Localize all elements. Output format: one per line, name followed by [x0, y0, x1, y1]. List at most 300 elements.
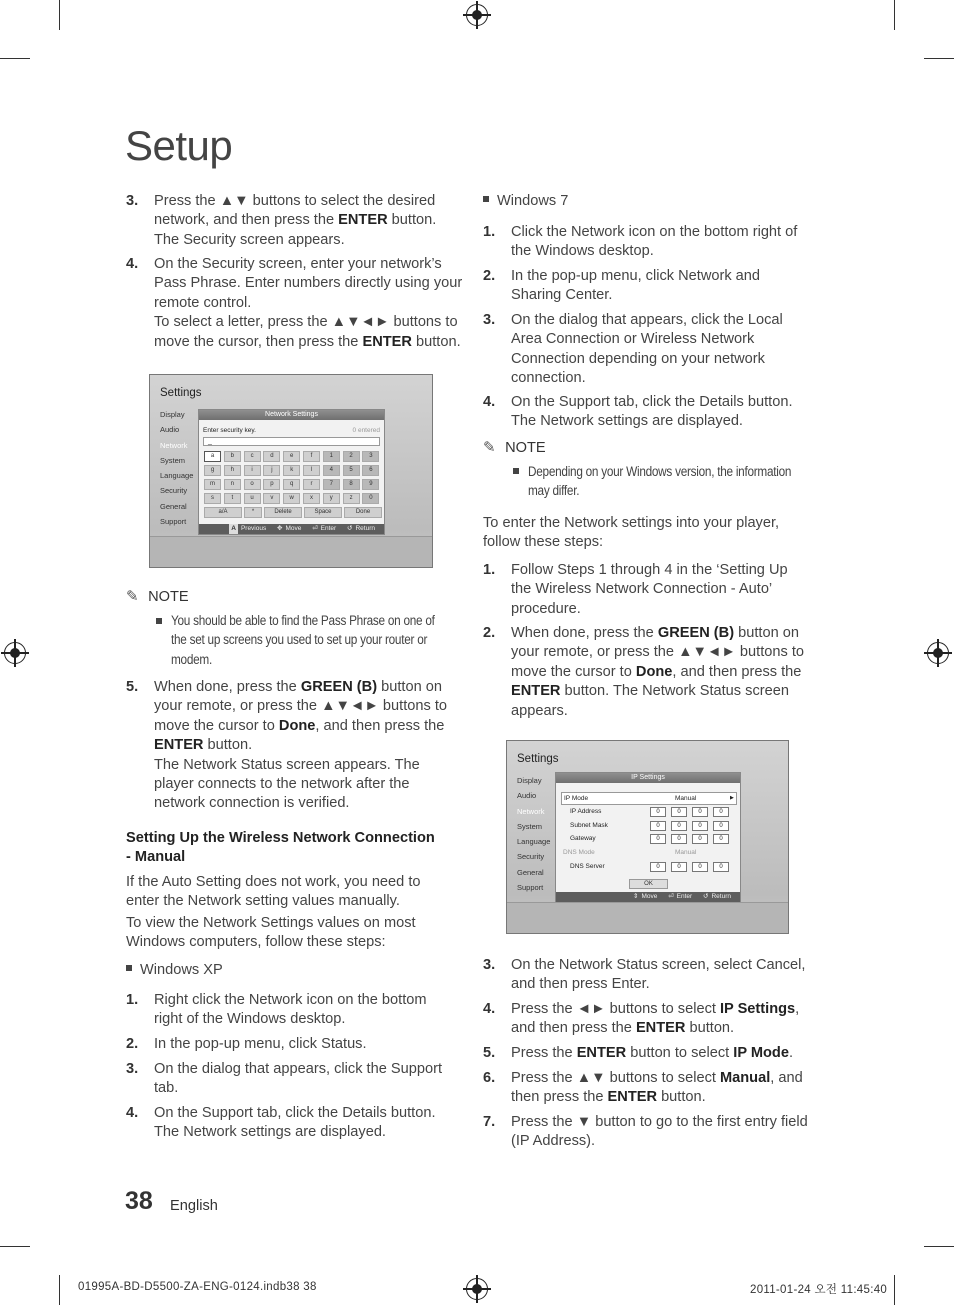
step-text — [511, 624, 804, 721]
enter-label: Enter — [676, 893, 693, 900]
security-key-screen — [149, 374, 433, 568]
move-label: Move — [285, 525, 302, 532]
move-icon: ✥ — [277, 525, 283, 532]
text-line — [511, 1132, 808, 1151]
text-line: To view the Network Settings values on most — [126, 915, 416, 931]
key-done-button[interactable]: Done — [344, 507, 382, 518]
menu-item-security[interactable]: Security — [517, 852, 545, 862]
text-line — [154, 697, 447, 716]
key-aa-button[interactable]: a/A — [204, 507, 242, 518]
dns-mode-label: DNS Mode — [563, 849, 595, 856]
page-title: Setup — [125, 122, 233, 169]
key-2[interactable]: 2 — [343, 451, 360, 462]
step-text — [511, 956, 805, 995]
dns-mode-value: Manual — [675, 849, 697, 856]
menu-item-display[interactable]: Display — [160, 410, 185, 419]
text-line — [511, 580, 788, 599]
move-hint — [277, 525, 301, 532]
ip-mode-label: IP Mode — [564, 795, 589, 802]
text-line — [511, 1000, 799, 1019]
text-run: On the Network Status screen, select Cancel, — [511, 957, 806, 973]
key-i[interactable]: i — [244, 465, 261, 476]
text-line: On the Support tab, click the Details button. — [154, 1105, 436, 1121]
key-c[interactable]: c — [244, 451, 261, 462]
key-v[interactable]: v — [263, 493, 280, 504]
crop-mark — [894, 0, 895, 30]
text-run: and then press Enter. — [511, 976, 650, 993]
key-7[interactable]: 7 — [323, 479, 340, 490]
enter-hint — [312, 525, 336, 532]
text-line: If the Auto Setting does not work, you need to — [126, 874, 421, 890]
octet-input[interactable]: 0 — [671, 807, 687, 817]
key-5[interactable]: 5 — [343, 465, 360, 476]
enter-hint — [668, 893, 692, 900]
menu-item-general[interactable]: General — [517, 867, 544, 877]
octet-input[interactable]: 0 — [692, 821, 708, 831]
menu-item-network[interactable]: Network — [517, 806, 545, 816]
bold-term: GREEN (B) — [300, 679, 378, 695]
key-6[interactable]: 6 — [362, 465, 379, 476]
menu-item-language[interactable]: Language — [160, 471, 194, 481]
text-line — [511, 1088, 803, 1107]
text-run: button. — [657, 1089, 706, 1106]
text-run: , and then press the — [672, 663, 802, 680]
ip-mode-row[interactable] — [561, 792, 737, 805]
step-number: 1. — [483, 562, 496, 578]
step-text — [154, 1035, 367, 1054]
security-key-input[interactable]: _ — [203, 437, 380, 446]
key-3[interactable]: 3 — [362, 451, 379, 462]
octet-input[interactable]: 0 — [650, 821, 666, 831]
text-line — [154, 192, 436, 211]
ok-button[interactable]: OK — [629, 879, 668, 889]
menu-item-audio[interactable]: Audio — [517, 791, 537, 801]
footer-timestamp: 2011-01-24 오전 11:45:40 — [750, 1284, 888, 1296]
text-run: , — [795, 1001, 800, 1017]
note-heading — [126, 587, 189, 605]
bold-term: IP Mode — [733, 1045, 789, 1061]
menu-item-language[interactable]: Language — [517, 837, 551, 847]
step-number: 4. — [483, 1001, 496, 1017]
settings-menu — [160, 410, 193, 532]
text-line: tab. — [154, 1080, 179, 1097]
text-line — [154, 255, 462, 274]
field-label: IP Address — [570, 808, 602, 815]
text-line: Click the Network icon on the bottom right of — [511, 224, 798, 240]
key-8[interactable]: 8 — [343, 479, 360, 490]
text-run: Press the ▲▼ buttons to select the desired — [154, 193, 436, 209]
step-text — [511, 393, 793, 432]
return-hint — [703, 893, 731, 900]
text-line — [511, 956, 805, 975]
text-run: Press the ◄► buttons to select — [511, 1001, 720, 1017]
paragraph — [126, 914, 416, 953]
menu-item-system[interactable]: System — [160, 455, 186, 465]
octet-input[interactable]: 0 — [650, 807, 666, 817]
octet-input[interactable]: 0 — [671, 834, 687, 844]
menu-item-security[interactable]: Security — [160, 486, 188, 496]
bold-term: GREEN (B) — [657, 625, 735, 641]
octet-input[interactable]: 0 — [713, 807, 729, 817]
return-label: Return — [711, 893, 731, 900]
text-run: the Wireless Network Connection - Auto’ — [511, 581, 773, 598]
key-d[interactable]: d — [263, 451, 280, 462]
text-run: To select a letter, press the ▲▼◄► buttons to — [154, 314, 458, 331]
note-label: NOTE — [148, 589, 189, 605]
step-number: 2. — [483, 268, 496, 284]
dialog-footer — [556, 892, 740, 902]
field-label: Subnet Mask — [570, 821, 608, 829]
text-line: Windows computers, follow these steps: — [126, 934, 386, 951]
paragraph — [483, 514, 779, 553]
previous-label: Previous — [240, 525, 267, 532]
key-l[interactable]: l — [303, 465, 320, 476]
step-number: 3. — [483, 957, 496, 973]
crop-mark — [924, 58, 954, 59]
octet-input[interactable]: 0 — [692, 834, 708, 844]
key-n[interactable]: n — [224, 479, 241, 490]
chevron-right-icon: ▶ — [730, 795, 734, 801]
octet-input[interactable]: 0 — [713, 834, 729, 844]
menu-item-support[interactable]: Support — [517, 883, 544, 893]
key-m[interactable]: m — [204, 479, 221, 490]
page-language: English — [170, 1198, 218, 1214]
step-text — [511, 1069, 803, 1108]
text-line — [511, 702, 804, 721]
page-number: 38 — [125, 1187, 153, 1215]
text-run: button. — [685, 1020, 735, 1037]
key-h[interactable]: h — [224, 465, 241, 476]
text-line — [154, 775, 447, 794]
dns-server-label: DNS Server — [570, 863, 605, 870]
octet-input[interactable]: 0 — [713, 862, 729, 872]
return-icon: ↺ — [347, 525, 353, 532]
step-text — [511, 311, 783, 389]
step-text — [511, 1044, 793, 1063]
text-run: then press the — [511, 1089, 608, 1106]
key-t[interactable]: t — [224, 493, 241, 504]
screen-bottom-bar — [150, 536, 432, 567]
text-line: In the pop-up menu, click Status. — [154, 1036, 367, 1052]
registration-mark-icon — [466, 1278, 488, 1300]
crop-mark — [0, 58, 30, 59]
octet-input[interactable]: 0 — [671, 821, 687, 831]
text-line — [154, 717, 447, 736]
step-text — [154, 678, 447, 814]
menu-item-general[interactable]: General — [160, 501, 187, 511]
key-w[interactable]: w — [283, 493, 300, 504]
key-e[interactable]: e — [283, 451, 300, 462]
dialog-footer — [199, 524, 384, 534]
section-heading-line: - Manual — [126, 849, 186, 866]
bullet-square-icon — [156, 618, 162, 624]
text-run: , and then press the — [315, 717, 445, 734]
key-j[interactable]: j — [263, 465, 280, 476]
screen-bottom-bar — [507, 902, 788, 933]
octet-input[interactable]: 0 — [650, 834, 666, 844]
octet-input[interactable]: 0 — [692, 807, 708, 817]
key-g[interactable]: g — [204, 465, 221, 476]
bullet-square-icon — [513, 468, 519, 474]
text-run: move the cursor to — [511, 663, 636, 680]
step-number: 1. — [483, 224, 496, 240]
text-line: In the pop-up menu, click Network and — [511, 268, 761, 284]
text-line: connection. — [511, 370, 586, 387]
bold-term: ENTER — [338, 212, 388, 229]
note-label: NOTE — [505, 440, 546, 456]
entered-counter: 0 entered — [352, 427, 380, 434]
key-x[interactable]: x — [303, 493, 320, 504]
step-text — [511, 1113, 808, 1152]
pencil-icon: ✎ — [483, 439, 496, 456]
step-number: 2. — [126, 1036, 139, 1052]
bold-term: Done — [278, 717, 316, 734]
text-line: enter the Network setting values manually. — [126, 893, 400, 910]
step-number: 5. — [126, 679, 139, 695]
text-line: may differ. — [528, 483, 580, 499]
octet-input[interactable]: 0 — [713, 821, 729, 831]
key-z[interactable]: z — [343, 493, 360, 504]
enter-icon: ⏎ — [312, 525, 318, 532]
bold-term: ENTER — [576, 1045, 627, 1061]
step-text — [154, 255, 462, 352]
text-line: Sharing Center. — [511, 287, 613, 304]
text-line — [511, 1019, 799, 1038]
move-hint — [633, 893, 657, 900]
text-run: button. — [203, 737, 253, 754]
text-run: button on — [377, 679, 442, 695]
text-line — [154, 274, 462, 293]
bullet-windows-7 — [483, 193, 568, 209]
crop-mark — [0, 1246, 30, 1247]
note-heading — [483, 438, 546, 456]
text-run: Pass Phrase. Enter numbers directly using your — [154, 275, 463, 292]
key-f[interactable]: f — [303, 451, 320, 462]
section-heading-line: Setting Up the Wireless Network Connection — [126, 830, 435, 846]
step-text — [511, 561, 788, 619]
security-key-prompt: Enter security key. — [203, 427, 256, 434]
bullet-label: Windows XP — [140, 962, 223, 978]
step-text — [154, 192, 436, 250]
text-run: The Network Status screen appears. The — [154, 756, 420, 773]
crop-mark — [59, 1275, 60, 1305]
text-line: the Windows desktop. — [511, 243, 654, 260]
text-line: The Network settings are displayed. — [511, 413, 743, 430]
key-b[interactable]: b — [224, 451, 241, 462]
menu-item-display[interactable]: Display — [517, 776, 542, 785]
text-line — [154, 294, 462, 313]
octet-input[interactable]: 0 — [671, 862, 687, 872]
crop-mark — [894, 1275, 895, 1305]
ip-settings-screen — [506, 740, 789, 934]
text-line — [511, 663, 804, 682]
previous-hint — [229, 525, 266, 532]
key-4[interactable]: 4 — [323, 465, 340, 476]
section-heading — [126, 829, 435, 868]
key-q[interactable]: q — [283, 479, 300, 490]
step-number: 2. — [483, 625, 496, 641]
menu-item-audio[interactable]: Audio — [160, 425, 180, 435]
note-text — [171, 611, 435, 669]
text-line: Right click the Network icon on the bottom — [154, 992, 427, 1008]
text-line — [154, 211, 436, 230]
text-run: button. — [411, 333, 461, 350]
menu-item-support[interactable]: Support — [160, 517, 187, 527]
enter-label: Enter — [320, 525, 337, 532]
text-line — [511, 682, 804, 701]
text-run: The Security screen appears. — [154, 231, 345, 248]
bold-term: IP Settings — [719, 1001, 796, 1017]
text-run: and then press the — [511, 1020, 636, 1037]
key-0[interactable]: 0 — [362, 493, 379, 504]
text-line — [511, 1069, 803, 1088]
registration-mark-icon — [4, 642, 26, 664]
step-number: 4. — [126, 256, 139, 272]
text-line: Connection depending on your network — [511, 350, 765, 367]
menu-item-network[interactable]: Network — [160, 440, 188, 450]
step-number: 3. — [126, 193, 139, 209]
bullet-square-icon — [126, 965, 132, 971]
step-text — [154, 1104, 436, 1143]
footer-file-info: 01995A-BD-D5500-ZA-ENG-0124.indb38 38 — [78, 1281, 317, 1293]
octet-input[interactable]: 0 — [692, 862, 708, 872]
field-label: Gateway — [570, 835, 596, 842]
bold-term: ENTER — [635, 1020, 686, 1037]
return-hint — [347, 525, 375, 532]
text-run: network, and then press the — [154, 212, 339, 229]
bullet-label: Windows 7 — [497, 193, 569, 209]
step-text — [511, 223, 797, 262]
up-down-icon: ⇕ — [633, 893, 639, 900]
text-line: right of the Windows desktop. — [154, 1011, 346, 1028]
step-number: 5. — [483, 1045, 496, 1061]
key-a[interactable]: a — [204, 451, 221, 462]
text-line — [154, 333, 462, 352]
step-number: 4. — [483, 394, 496, 410]
bold-term: Done — [635, 663, 673, 680]
text-line: Area Connection or Wireless Network — [511, 331, 755, 348]
dialog-title: Network Settings — [199, 410, 384, 420]
key-u[interactable]: u — [244, 493, 261, 504]
text-run: move the cursor to — [154, 717, 279, 734]
step-text — [154, 991, 427, 1030]
bullet-square-icon — [483, 196, 489, 202]
text-line: To enter the Network settings into your player, — [483, 515, 780, 531]
bold-term: ENTER — [511, 683, 561, 700]
step-number: 1. — [126, 992, 139, 1008]
bold-term: ENTER — [607, 1089, 658, 1106]
key-s[interactable]: s — [204, 493, 221, 504]
text-run: move the cursor, then press the — [154, 333, 363, 350]
bullet-windows-xp — [126, 962, 223, 978]
text-line — [511, 975, 805, 994]
key-delete-button[interactable]: Delete — [264, 507, 302, 518]
text-run: procedure. — [511, 600, 581, 617]
text-line: On the dialog that appears, click the Local — [511, 312, 783, 328]
step-text — [511, 267, 760, 306]
bold-term: ENTER — [154, 737, 204, 754]
text-run: your remote, or press the ▲▼◄► buttons to — [154, 698, 448, 715]
text-run: remote control. — [154, 294, 252, 311]
text-line: modem. — [171, 651, 212, 667]
text-run: , and — [770, 1070, 803, 1086]
key-space-button[interactable]: Space — [304, 507, 342, 518]
text-run: network connection is verified. — [154, 795, 350, 812]
text-line: the set up screens you used to set up your router or — [171, 632, 428, 648]
text-line — [511, 1113, 808, 1132]
text-line: You should be able to find the Pass Phrase on one of — [171, 613, 435, 628]
note-text — [528, 462, 791, 501]
a-button-icon: A — [231, 525, 236, 532]
step-number: 7. — [483, 1114, 496, 1130]
step-number: 3. — [126, 1061, 139, 1077]
text-run: Press the — [511, 1045, 577, 1061]
text-line — [154, 313, 462, 332]
text-run: button. — [387, 212, 437, 229]
crop-mark — [59, 0, 60, 30]
key--button[interactable]: * — [244, 507, 262, 518]
screen-title: Settings — [160, 387, 202, 399]
step-number: 4. — [126, 1105, 139, 1121]
crop-mark — [924, 1246, 954, 1247]
paragraph — [126, 873, 421, 912]
text-line: On the Support tab, click the Details button. — [511, 394, 793, 410]
step-number: 6. — [483, 1070, 496, 1086]
key-r[interactable]: r — [303, 479, 320, 490]
step-text — [154, 1060, 442, 1099]
key-p[interactable]: p — [263, 479, 280, 490]
text-run: When done, press the — [154, 679, 301, 695]
menu-item-system[interactable]: System — [517, 821, 543, 831]
text-run: (IP Address). — [511, 1133, 596, 1150]
text-line — [511, 561, 788, 580]
bold-term: Manual — [719, 1070, 771, 1086]
registration-mark-icon — [927, 642, 949, 664]
text-line — [511, 624, 804, 643]
step-number: 3. — [483, 312, 496, 328]
registration-mark-icon — [466, 4, 488, 26]
dialog-title: IP Settings — [556, 773, 740, 783]
text-run: button on — [734, 625, 799, 641]
enter-icon: ⏎ — [668, 893, 674, 900]
text-run: Press the ▼ button to go to the first entry field — [511, 1114, 808, 1130]
text-line: follow these steps: — [483, 534, 604, 551]
text-line — [154, 756, 447, 775]
key-9[interactable]: 9 — [362, 479, 379, 490]
octet-input[interactable]: 0 — [650, 862, 666, 872]
text-run: button to select — [626, 1045, 734, 1061]
return-icon: ↺ — [703, 893, 709, 900]
text-line — [154, 736, 447, 755]
text-run: appears. — [511, 702, 568, 719]
step-text — [511, 1000, 799, 1039]
text-run: Press the ▲▼ buttons to select — [511, 1070, 720, 1086]
network-settings-dialog — [198, 409, 385, 535]
text-line — [154, 678, 447, 697]
pencil-icon: ✎ — [126, 588, 139, 605]
move-label: Move — [641, 893, 658, 900]
key-y[interactable]: y — [323, 493, 340, 504]
key-1[interactable]: 1 — [323, 451, 340, 462]
text-run: . — [788, 1045, 794, 1061]
ip-mode-value: Manual — [675, 795, 697, 802]
text-run: button. The Network Status screen — [560, 683, 789, 700]
key-o[interactable]: o — [244, 479, 261, 490]
key-k[interactable]: k — [283, 465, 300, 476]
settings-menu — [517, 776, 550, 898]
text-run: When done, press the — [511, 625, 658, 641]
text-line: The Network settings are displayed. — [154, 1124, 386, 1141]
